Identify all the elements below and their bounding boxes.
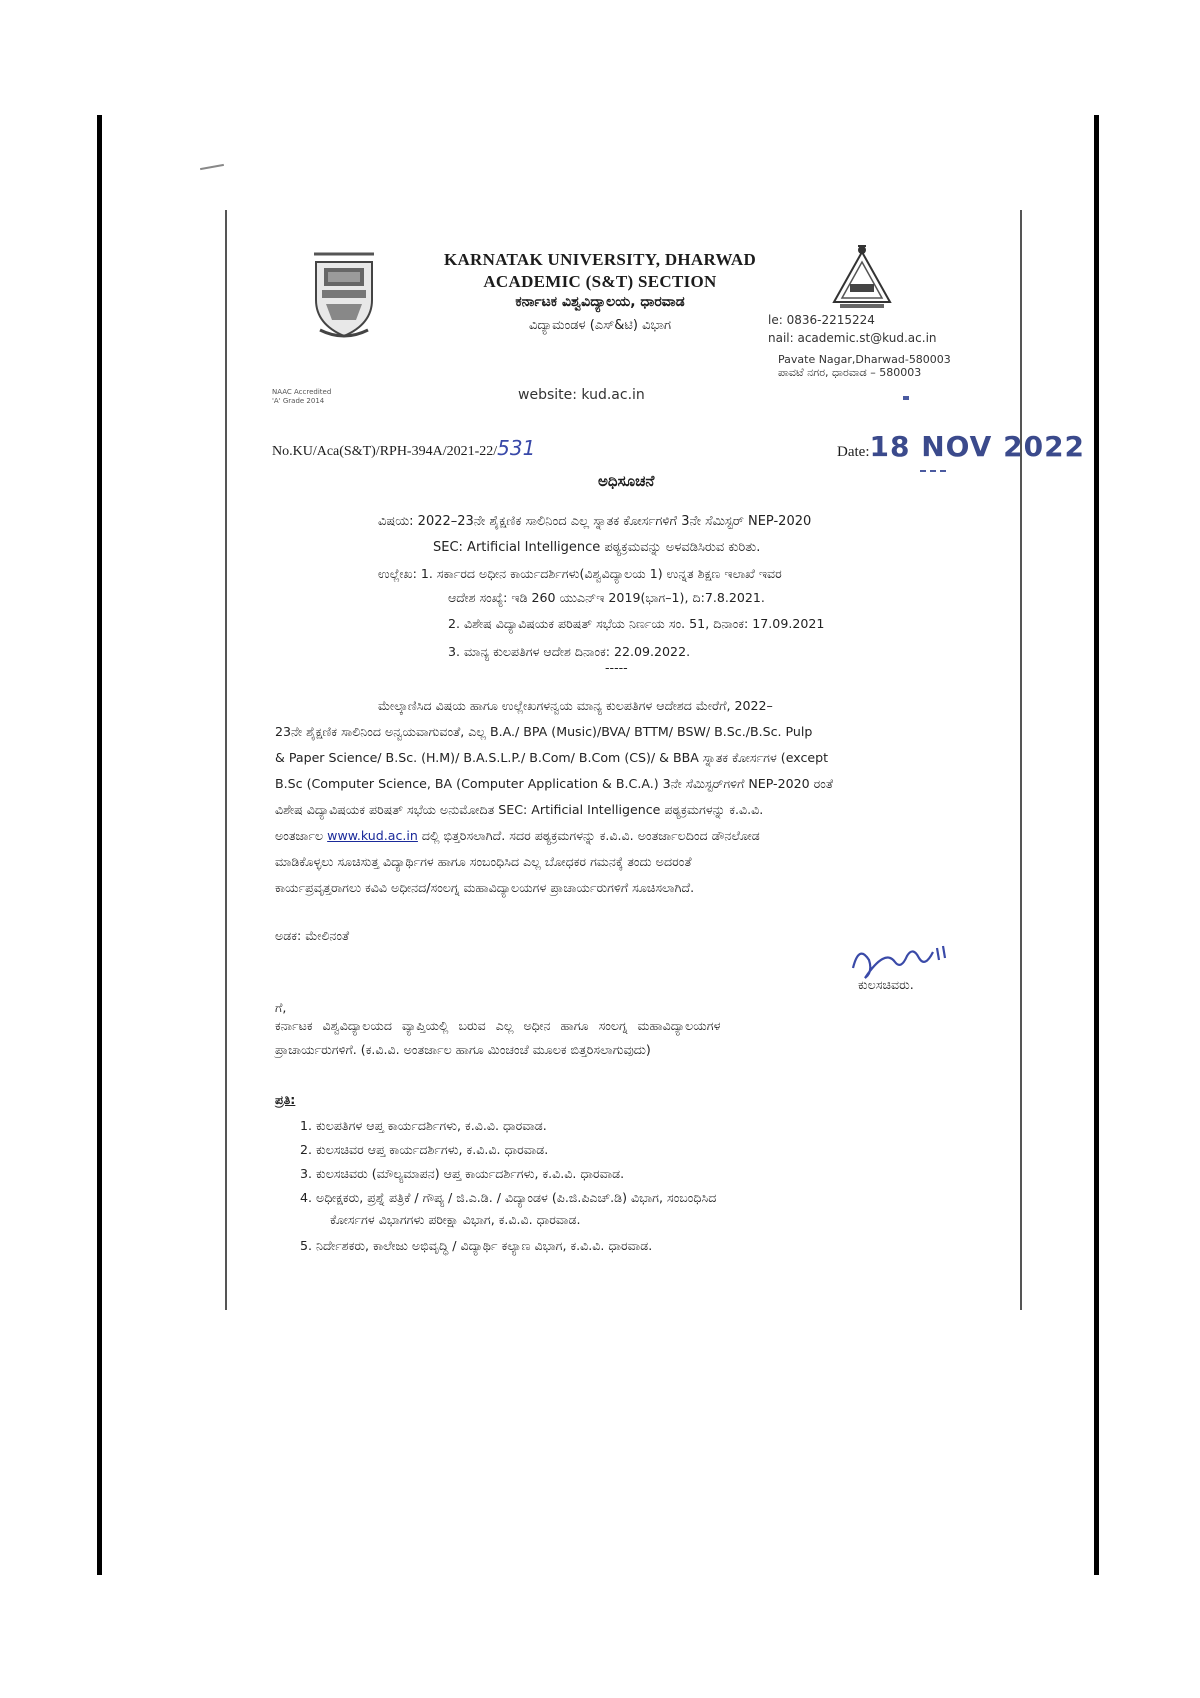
stamp-dashes xyxy=(920,470,946,474)
date-label: Date: xyxy=(837,444,870,460)
body-line6 xyxy=(275,828,760,844)
copies-label: ಪ್ರತಿ: xyxy=(275,1092,296,1107)
email-address: nail: academic.st@kud.ac.in xyxy=(768,331,937,345)
university-name-en: KARNATAK UNIVERSITY, DHARWAD xyxy=(443,250,757,269)
reference-label: ಉಲ್ಲೇಖ: xyxy=(378,566,417,581)
copy-item-5: 5. ನಿರ್ದೇಶಕರು, ಕಾಲೇಜು ಅಭಿವೃದ್ಧಿ / ವಿದ್ಯಾರ್ಥಿ ಕಲ್ಯಾಣ ವಿಭಾಗ, ಕ.ವಿ.ವಿ. ಧಾರವಾಡ. xyxy=(300,1238,653,1253)
naac-logo xyxy=(828,244,896,310)
separator: ----- xyxy=(605,660,628,675)
university-emblem xyxy=(310,248,378,340)
phone-number: le: 0836-2215224 xyxy=(768,313,875,327)
copy-item-1: 1. ಕುಲಪತಿಗಳ ಆಪ್ತ ಕಾರ್ಯದರ್ಶಿಗಳು, ಕ.ವಿ.ವಿ. ಧಾರವಾಡ. xyxy=(300,1118,547,1133)
reference-item3: 3. ಮಾನ್ಯ ಕುಲಪತಿಗಳ ಆದೇಶ ದಿನಾಂಕ: 22.09.2022. xyxy=(448,644,691,659)
naac-accredited-line1: NAAC Accredited xyxy=(272,388,332,396)
page-edge-right xyxy=(1020,210,1022,1310)
address-kn: ಪಾವಟೆ ನಗರ, ಧಾರವಾಡ – 580003 xyxy=(778,366,922,379)
body-line8: ಕಾರ್ಯಪ್ರವೃತ್ತರಾಗಲು ಕವಿವಿ ಅಧೀನದ/ಸಂಲಗ್ನ ಮಹಾವಿದ್ಯಾಲಯಗಳ ಪ್ರಾಚಾರ್ಯರುಗಳಿಗೆ ಸೂಚಿಸಲಾಗಿದೆ. xyxy=(275,880,695,895)
reference-item1-line1 xyxy=(378,566,782,582)
section-name-en: ACADEMIC (S&T) SECTION xyxy=(483,272,717,291)
naac-accredited-line2: 'A' Grade 2014 xyxy=(272,397,325,405)
kud-website-link[interactable]: www.kud.ac.in xyxy=(327,828,418,843)
reference-number-printed: No.KU/Aca(S&T)/RPH-394A/2021-22/ xyxy=(272,444,498,459)
signatory-title: ಕುಲಸಚಿವರು. xyxy=(858,977,914,992)
reference-number xyxy=(272,436,535,460)
reference-item1-line2: ಆದೇಶ ಸಂಖ್ಯೆ: ಇಡಿ 260 ಯುಎನ್‌ಇ 2019(ಭಾಗ–1), ದಿ:7.8.2021. xyxy=(448,590,765,605)
copy-item-3: 3. ಕುಲಸಚಿವರು (ಮೌಲ್ಯಮಾಪನ) ಆಪ್ತ ಕಾರ್ಯದರ್ಶಿಗಳು, ಕ.ವಿ.ವಿ. ಧಾರವಾಡ. xyxy=(300,1166,625,1181)
scan-smudge xyxy=(200,164,224,170)
body-line4: B.Sc (Computer Science, BA (Computer Application & B.C.A.) 3ನೇ ಸೆಮಿಸ್ಟರ್‌ಗಳಿಗೆ NEP-2020 ರಂತೆ xyxy=(275,776,834,791)
website: website: kud.ac.in xyxy=(518,387,645,403)
copy-item-4-cont: ಕೋರ್ಸಗಳ ವಿಭಾಗಗಳು ಪರೀಕ್ಷಾ ವಿಭಾಗ, ಕ.ವಿ.ವಿ. ಧಾರವಾಡ. xyxy=(330,1212,581,1227)
reference-item2: 2. ವಿಶೇಷ ವಿದ್ಯಾವಿಷಯಕ ಪರಿಷತ್ ಸಭೆಯ ನಿರ್ಣಯ ಸಂ. 51, ದಿನಾಂಕ: 17.09.2021 xyxy=(448,616,825,631)
body-line1: ಮೇಲ್ಕಾಣಿಸಿದ ವಿಷಯ ಹಾಗೂ ಉಲ್ಲೇಖಗಳನ್ವಯ ಮಾನ್ಯ ಕುಲಪತಿಗಳ ಆದೇಶದ ಮೇರೆಗೆ, 2022– xyxy=(378,698,773,713)
subject-line1 xyxy=(378,514,811,529)
scan-border-left xyxy=(97,115,102,1575)
date-stamp: 18 NOV 2022 xyxy=(869,430,1086,463)
enclosure: ಅಡಕ: ಮೇಲಿನಂತೆ xyxy=(275,928,350,943)
subject-label: ವಿಷಯ: xyxy=(378,514,414,529)
to-line1: ಕರ್ನಾಟಕ ವಿಶ್ವವಿದ್ಯಾಲಯದ ವ್ಯಾಪ್ತಿಯಲ್ಲಿ ಬರುವ ಎಲ್ಲ ಅಧೀನ ಹಾಗೂ ಸಂಲಗ್ನ ಮಹಾವಿದ್ಯಾಲಯಗಳ xyxy=(275,1018,721,1033)
copy-item-4: 4. ಅಧೀಕ್ಷಕರು, ಪ್ರಶ್ನೆ ಪತ್ರಿಕೆ / ಗೌಪ್ಯ / ಜಿ.ಎ.ಡಿ. / ವಿದ್ಯಾಂಡಳ (ಪಿ.ಜಿ.ಪಿಎಚ್.ಡಿ) ವಿಭಾಗ, ಸಂಬಂಧಿಸಿದ xyxy=(300,1190,717,1205)
ink-mark xyxy=(903,396,909,400)
subject-text1: 2022–23ನೇ ಶೈಕ್ಷಣಿಕ ಸಾಲಿನಿಂದ ಎಲ್ಲ ಸ್ನಾತಕ ಕೋರ್ಸಗಳಿಗೆ 3ನೇ ಸೆಮಿಸ್ಟರ್ NEP-2020 xyxy=(417,514,812,529)
body-line6-post: ದಲ್ಲಿ ಭಿತ್ತರಿಸಲಾಗಿದೆ. ಸದರ ಪಠ್ಯಕ್ರಮಗಳನ್ನು ಕ.ವಿ.ವಿ. ಅಂತರ್ಜಾಲದಿಂದ ಡೌನಲೋಡ xyxy=(417,828,760,843)
body-line6-pre: ಅಂತರ್ಜಾಲ xyxy=(275,828,328,843)
to-label: ಗೆ, xyxy=(275,1000,287,1015)
copy-item-2: 2. ಕುಲಸಚಿವರ ಆಪ್ತ ಕಾರ್ಯದರ್ಶಿಗಳು, ಕ.ವಿ.ವಿ. ಧಾರವಾಡ. xyxy=(300,1142,549,1157)
section-name-kn: ವಿದ್ಯಾಮಂಡಳ (ಎಸ್&ಟಿ) ವಿಭಾಗ xyxy=(528,318,671,333)
date-block xyxy=(837,430,1085,463)
address-en: Pavate Nagar,Dharwad-580003 xyxy=(778,353,951,366)
university-name-kn: ಕರ್ನಾಟಕ ವಿಶ್ವವಿದ್ಯಾಲಯ, ಧಾರವಾಡ xyxy=(515,294,685,310)
body-line7: ಮಾಡಿಕೊಳ್ಳಲು ಸೂಚಿಸುತ್ತ ವಿದ್ಯಾರ್ಥಿಗಳ ಹಾಗೂ ಸಂಬಂಧಿಸಿದ ಎಲ್ಲ ಬೋಧಕರ ಗಮನಕ್ಕೆ ತಂದು ಅದರಂತೆ xyxy=(275,854,692,869)
page-edge-left xyxy=(225,210,227,1310)
to-line2: ಪ್ರಾಚಾರ್ಯರುಗಳಿಗೆ. (ಕ.ವಿ.ವಿ. ಅಂತರ್ಜಾಲ ಹಾಗೂ ಮಿಂಚಂಚೆ ಮೂಲಕ ಬಿತ್ತರಿಸಲಾಗುವುದು) xyxy=(275,1042,651,1057)
subject-line2: SEC: Artificial Intelligence ಪಠ್ಯಕ್ರಮವನ್ನು ಅಳವಡಿಸಿರುವ ಕುರಿತು. xyxy=(433,540,761,555)
body-line2: 23ನೇ ಶೈಕ್ಷಣಿಕ ಸಾಲಿನಿಂದ ಅನ್ವಯವಾಗುವಂತೆ, ಎಲ್ಲ B.A./ BPA (Music)/BVA/ BTTM/ BSW/ B.Sc./B.Sc. Pulp xyxy=(275,724,813,739)
body-line3: & Paper Science/ B.Sc. (H.M)/ B.A.S.L.P./ B.Com/ B.Com (CS)/ & BBA ಸ್ನಾತಕ ಕೋರ್ಸಗಳ (except xyxy=(275,750,829,765)
scan-border-right xyxy=(1094,115,1099,1575)
body-line5: ವಿಶೇಷ ವಿದ್ಯಾವಿಷಯಕ ಪರಿಷತ್ ಸಭೆಯ ಅನುಮೋದಿತ SEC: Artificial Intelligence ಪಠ್ಯಕ್ರಮಗಳನ್ನು ಕ.ವಿ.ವಿ. xyxy=(275,802,764,817)
reference-item1-text: 1. ಸರ್ಕಾರದ ಅಧೀನ ಕಾರ್ಯದರ್ಶಿಗಳು(ವಿಶ್ವವಿದ್ಯಾಲಯ 1) ಉನ್ನತ ಶಿಕ್ಷಣ ಇಲಾಖೆ ಇವರ xyxy=(420,566,782,581)
reference-number-handwritten: 531 xyxy=(497,436,536,460)
notification-title: ಅಧಿಸೂಚನೆ xyxy=(598,472,655,490)
